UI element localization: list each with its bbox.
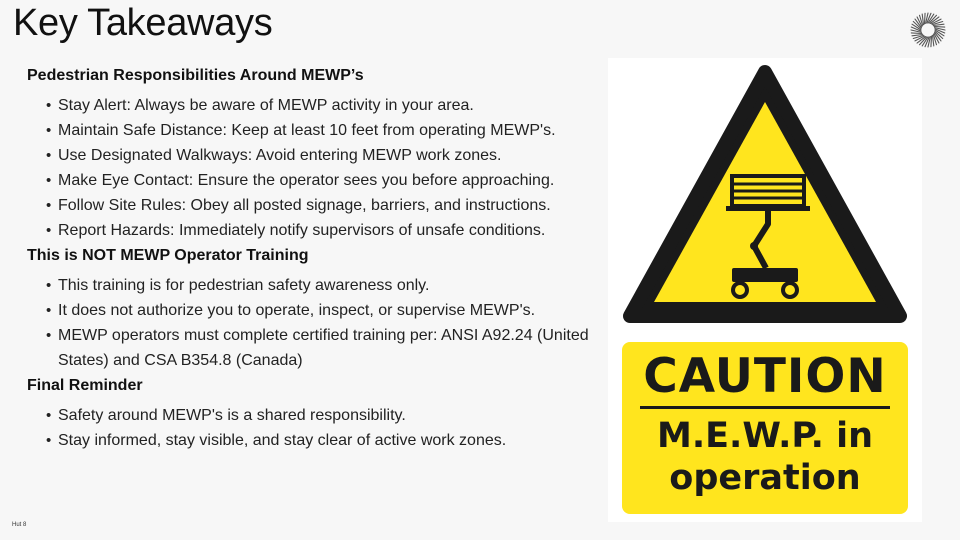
list-item: • Stay informed, stay visible, and stay clear of active work zones.: [46, 428, 602, 453]
slide-title: Key Takeaways: [13, 2, 273, 44]
section-heading-final-reminder: Final Reminder: [27, 377, 143, 394]
section-heading-not-training: This is NOT MEWP Operator Training: [27, 247, 309, 264]
list-item: • Use Designated Walkways: Avoid entering MEWP work zones.: [46, 143, 602, 168]
caution-divider: [640, 406, 890, 409]
caution-word: CAUTION: [643, 349, 887, 404]
caution-line-2: operation: [669, 458, 861, 498]
caution-panel: [622, 342, 908, 514]
list-item: • Maintain Safe Distance: Keep at least 10 feet from operating MEWP's.: [46, 118, 602, 143]
pedestrian-bullet-list: [46, 93, 602, 243]
list-item: • This training is for pedestrian safety awareness only.: [46, 273, 602, 298]
logo-ray: [911, 33, 922, 34]
not-training-bullet-list: [46, 273, 602, 373]
list-item: • MEWP operators must complete certified training per: ANSI A92.24 (United States) and CSA B354.8 (Canada): [46, 323, 602, 373]
logo-ray: [931, 36, 932, 47]
section-heading-pedestrian: Pedestrian Responsibilities Around MEWP’s: [27, 67, 364, 84]
list-item: • Make Eye Contact: Ensure the operator sees you before approaching.: [46, 168, 602, 193]
list-item: • Safety around MEWP's is a shared responsibility.: [46, 403, 602, 428]
caution-sign-image: [608, 58, 922, 522]
list-item: • Stay Alert: Always be aware of MEWP activity in your area.: [46, 93, 602, 118]
list-item: • Report Hazards: Immediately notify supervisors of unsafe conditions.: [46, 218, 602, 243]
logo-ray: [925, 13, 926, 24]
warning-triangle-lift-icon: [608, 58, 922, 338]
list-item: • Follow Site Rules: Obey all posted signage, barriers, and instructions.: [46, 193, 602, 218]
takeaways-content: [27, 63, 602, 453]
list-item: • It does not authorize you to operate, inspect, or supervise MEWP's.: [46, 298, 602, 323]
logo-ray: [934, 27, 945, 28]
caution-line-1: M.E.W.P. in: [657, 416, 873, 456]
final-reminder-bullet-list: [46, 403, 602, 453]
sunburst-logo-icon: [910, 12, 946, 48]
slide-footer: Hut 8: [12, 522, 27, 528]
